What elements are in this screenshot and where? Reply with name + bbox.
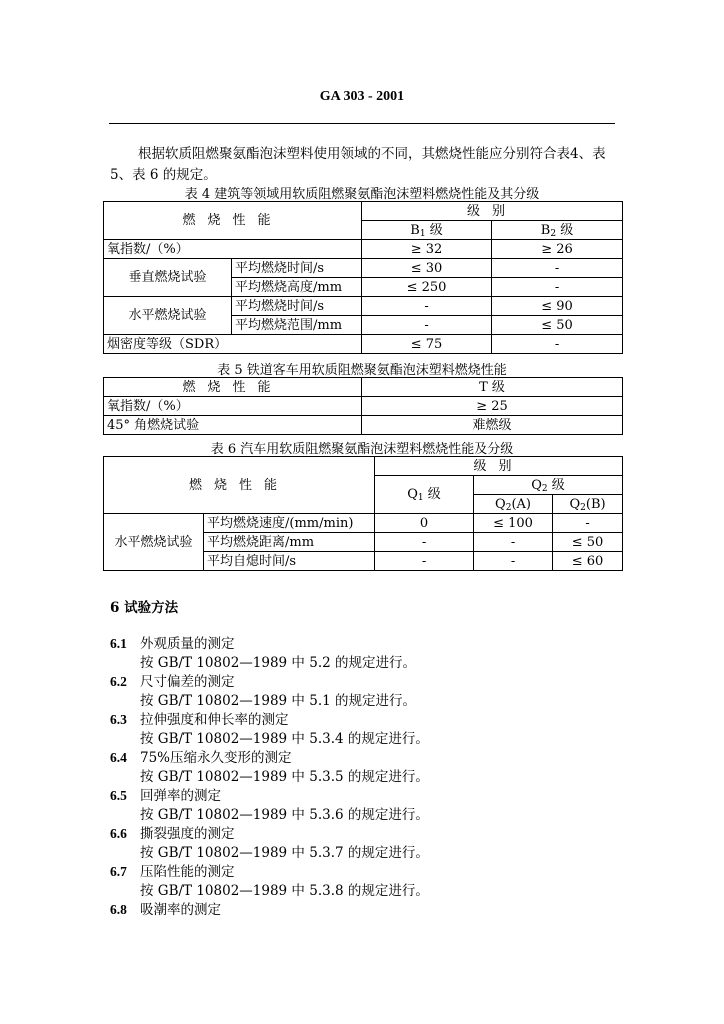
- subsection-heading: 6.1 外观质量的测定: [110, 636, 235, 652]
- table5-header-property: 燃烧性能: [104, 378, 362, 397]
- subsection-heading: 6.5 回弹率的测定: [110, 788, 221, 804]
- subsection-body: 按 GB/T 10802—1989 中 5.3.6 的规定进行。: [140, 807, 429, 823]
- subsection-body: 按 GB/T 10802—1989 中 5.3.7 的规定进行。: [140, 845, 429, 861]
- table4-header-grade: 级别: [362, 202, 623, 221]
- subsection-body: 按 GB/T 10802—1989 中 5.3.4 的规定进行。: [140, 731, 429, 747]
- subsection-heading: 6.3 拉伸强度和伸长率的测定: [110, 712, 289, 728]
- subsection-body: 按 GB/T 10802—1989 中 5.3.8 的规定进行。: [140, 883, 429, 899]
- subsection-body: 按 GB/T 10802—1989 中 5.2 的规定进行。: [140, 655, 416, 671]
- table-row: 水平燃烧试验 平均燃烧速度/(mm/min) 0 ≤ 100 -: [104, 514, 623, 533]
- subsection-heading: 6.8 吸潮率的测定: [110, 902, 221, 918]
- table4-header-b2: $B_2$ 级: [492, 221, 623, 240]
- page-header: GA 303 - 2001: [319, 89, 405, 104]
- table6-header-q2: $Q_2$ 级: [474, 476, 623, 495]
- header-rule: [109, 123, 615, 124]
- table6-caption: 表 6 汽车用软质阻燃聚氨酯泡沫塑料燃烧性能及分级: [210, 442, 514, 457]
- table6-header-property: 燃烧性能: [104, 457, 375, 514]
- table-row: 平均燃烧高度/mm ≤ 250 -: [104, 278, 623, 297]
- table-row: 平均燃烧距离/mm - - ≤ 50: [104, 533, 623, 552]
- table4: [103, 201, 623, 354]
- table5-caption: 表 5 铁道客车用软质阻燃聚氨酯泡沫塑料燃烧性能: [217, 363, 507, 378]
- subsection-heading: 6.7 压陷性能的测定: [110, 864, 235, 880]
- table-row: 垂直燃烧试验 平均燃烧时间/s ≤ 30 -: [104, 259, 623, 278]
- table5-header-grade: T 级: [362, 378, 623, 397]
- table-row: 45° 角燃烧试验 难燃级: [104, 416, 623, 435]
- table6: [103, 456, 623, 571]
- subsection-heading: 6.4 75%压缩永久变形的测定: [110, 750, 292, 766]
- subsection-body: 按 GB/T 10802—1989 中 5.3.5 的规定进行。: [140, 769, 429, 785]
- table6-header-q1: $Q_1$ 级: [375, 476, 474, 514]
- table4-header-b1: $B_1$ 级: [362, 221, 492, 240]
- subsection-heading: 6.6 撕裂强度的测定: [110, 826, 235, 842]
- intro-paragraph: 根据软质阻燃聚氨酯泡沫塑料使用领域的不同，其燃烧性能应分别符合表4、表 5、表 6 的规定。: [110, 146, 606, 183]
- table-row: 氧指数/（%） ≥ 25: [104, 397, 623, 416]
- table-row: 烟密度等级（SDR） ≤ 75 -: [104, 335, 623, 354]
- table6-header-q2a: $Q_2(A)$: [474, 495, 553, 514]
- subsection-heading: 6.2 尺寸偏差的测定: [110, 674, 235, 690]
- table4-header-property: 燃烧性能: [104, 202, 362, 240]
- table6-header-grade: 级别: [375, 457, 623, 476]
- table6-header-q2b: $Q_2(B)$: [553, 495, 623, 514]
- table-row: 水平燃烧试验 平均燃烧时间/s - ≤ 90: [104, 297, 623, 316]
- table-row: 平均自熄时间/s - - ≤ 60: [104, 552, 623, 571]
- table5: [103, 377, 623, 435]
- table4-caption: 表 4 建筑等领域用软质阻燃聚氨酯泡沫塑料燃烧性能及其分级: [184, 187, 540, 202]
- subsection-body: 按 GB/T 10802—1989 中 5.1 的规定进行。: [140, 693, 416, 709]
- section-heading: 6 试验方法: [110, 600, 179, 616]
- table-row: 氧指数/（%） ≥ 32 ≥ 26: [104, 240, 623, 259]
- table-row: 平均燃烧范围/mm - ≤ 50: [104, 316, 623, 335]
